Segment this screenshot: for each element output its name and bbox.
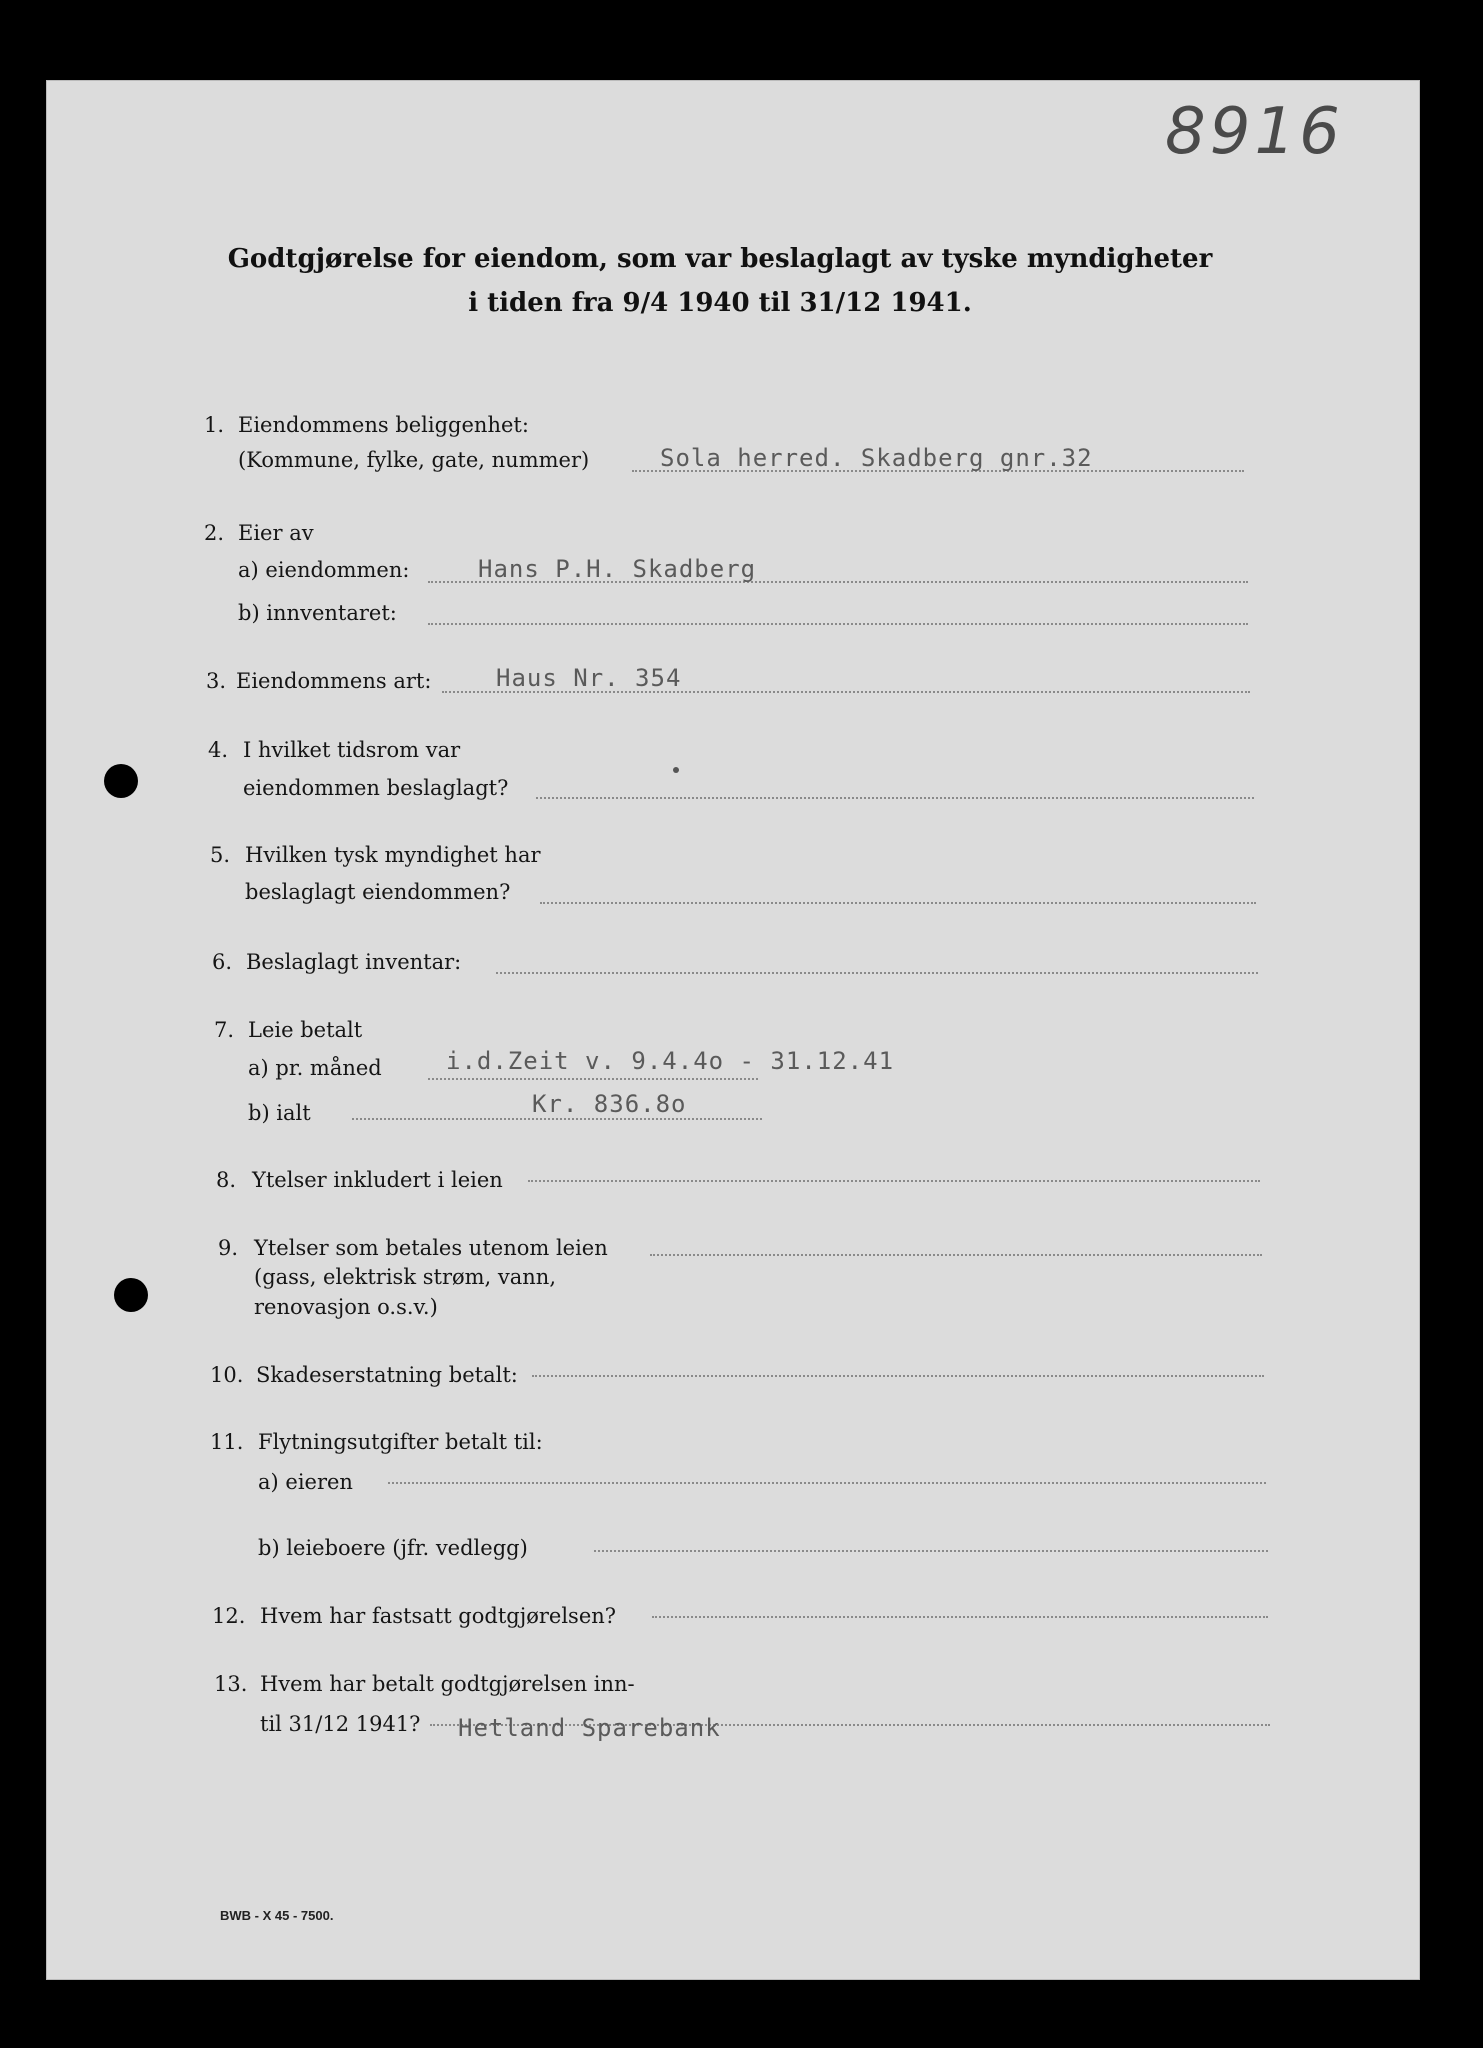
q8-label: Ytelser inkludert i leien	[252, 1168, 503, 1192]
q6-label: Beslaglagt inventar:	[246, 950, 462, 974]
q11a-dotted-line	[388, 1482, 1266, 1484]
q3-label: Eiendommens art:	[236, 669, 432, 693]
q4-number: 4.	[208, 738, 229, 762]
q7b-label: b) ialt	[248, 1101, 311, 1125]
form-title-line1: Godtgjørelse for eiendom, som var beslaglagt av tyske myndigheter	[227, 244, 1213, 274]
q2a-value: Hans P.H. Skadberg	[478, 555, 757, 583]
q11b-label: b) leieboere (jfr. vedlegg)	[258, 1536, 528, 1560]
archive-number: 8916	[1165, 95, 1344, 169]
q2b-label: b) innventaret:	[238, 601, 397, 625]
q1-value: Sola herred. Skadberg gnr.32	[660, 444, 1093, 472]
q1-sublabel: (Kommune, fylke, gate, nummer)	[238, 448, 590, 472]
q5-label: Hvilken tysk myndighet har	[245, 843, 541, 867]
q13-sublabel: til 31/12 1941?	[260, 1712, 421, 1736]
q7-label: Leie betalt	[248, 1018, 363, 1042]
q5-dotted-line	[540, 902, 1256, 904]
q13-label: Hvem har betalt godtgjørelsen inn-	[260, 1672, 635, 1696]
q6-dotted-line	[496, 972, 1258, 974]
q7a-value: i.d.Zeit v. 9.4.4o - 31.12.41	[446, 1047, 895, 1075]
q8-dotted-line	[528, 1180, 1260, 1182]
q3-value: Haus Nr. 354	[496, 664, 682, 692]
q4-sublabel: eiendommen beslaglagt?	[243, 776, 509, 800]
q7a-dotted-line	[428, 1078, 758, 1080]
punch-hole-top	[104, 764, 138, 798]
q13-number: 13.	[214, 1672, 248, 1696]
q10-label: Skadeserstatning betalt:	[256, 1363, 518, 1387]
q10-dotted-line	[532, 1375, 1264, 1377]
q12-dotted-line	[652, 1616, 1268, 1618]
q2-number: 2.	[204, 521, 225, 545]
q4-dotted-line	[536, 797, 1254, 799]
q9-sublabel2: renovasjon o.s.v.)	[254, 1295, 438, 1319]
q5-sublabel: beslaglagt eiendommen?	[245, 880, 511, 904]
q8-number: 8.	[216, 1168, 237, 1192]
q2a-label: a) eiendommen:	[238, 558, 410, 582]
q9-dotted-line	[650, 1254, 1262, 1256]
printer-code: BWB - X 45 - 7500.	[220, 1908, 334, 1923]
q9-sublabel1: (gass, elektrisk strøm, vann,	[254, 1265, 556, 1289]
punch-hole-bottom	[114, 1278, 148, 1312]
q2-label: Eier av	[238, 521, 314, 545]
q11-number: 11.	[210, 1430, 244, 1454]
q9-label: Ytelser som betales utenom leien	[254, 1236, 608, 1260]
q7a-label: a) pr. måned	[248, 1056, 382, 1080]
ink-speck	[673, 767, 679, 773]
q9-number: 9.	[218, 1236, 239, 1260]
q4-label: I hvilket tidsrom var	[243, 738, 461, 762]
q7b-value: Kr. 836.8o	[532, 1090, 687, 1118]
q10-number: 10.	[210, 1363, 244, 1387]
q11-label: Flytningsutgifter betalt til:	[258, 1430, 543, 1454]
q11a-label: a) eieren	[258, 1470, 353, 1494]
q1-number: 1.	[204, 413, 225, 437]
q6-number: 6.	[212, 950, 233, 974]
q2b-dotted-line	[428, 623, 1248, 625]
q12-label: Hvem har fastsatt godtgjørelsen?	[260, 1604, 617, 1628]
q11b-dotted-line	[594, 1550, 1268, 1552]
q1-label: Eiendommens beliggenhet:	[238, 413, 529, 437]
q5-number: 5.	[210, 843, 231, 867]
q7b-dotted-line	[352, 1118, 762, 1120]
q12-number: 12.	[212, 1604, 246, 1628]
q13-value: Hetland Sparebank	[458, 1714, 721, 1742]
q7-number: 7.	[214, 1018, 235, 1042]
form-title-line2: i tiden fra 9/4 1940 til 31/12 1941.	[468, 288, 972, 318]
q3-number: 3.	[206, 669, 227, 693]
